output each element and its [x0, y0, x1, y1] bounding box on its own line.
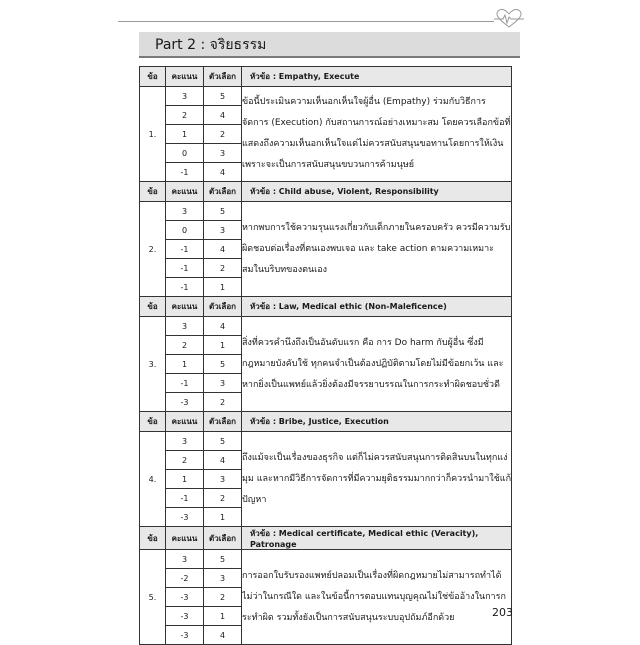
option-score: -3 — [166, 626, 204, 645]
scoring-table — [139, 66, 512, 645]
option-row — [140, 202, 512, 221]
option-choice: 4 — [204, 106, 242, 125]
option-score: 3 — [166, 550, 204, 569]
option-choice: 5 — [204, 432, 242, 451]
item-explanation: ถึงแม้จะเป็นเรื่องของธุรกิจ แต่ก็ไม่ควรสนับสนุนการติดสินบนในทุกแง่มุม และหากมีวิธีการจัดการที่มีความยุติธรรมมากกว่าก็ควรนำมาใช้แก้ปัญหา — [242, 432, 512, 527]
header-item: ข้อ — [140, 527, 166, 550]
option-choice: 4 — [204, 626, 242, 645]
option-choice: 2 — [204, 259, 242, 278]
option-score: -1 — [166, 489, 204, 508]
option-row — [140, 87, 512, 106]
option-score: 0 — [166, 221, 204, 240]
option-score: 3 — [166, 432, 204, 451]
option-choice: 3 — [204, 569, 242, 588]
option-choice: 4 — [204, 451, 242, 470]
option-score: -3 — [166, 607, 204, 626]
option-row — [140, 432, 512, 451]
section-topic: หัวข้อ : Bribe, Justice, Execution — [242, 412, 512, 432]
header-score: คะแนน — [166, 527, 204, 550]
option-choice: 3 — [204, 221, 242, 240]
option-score: 2 — [166, 451, 204, 470]
section-header-row — [140, 527, 512, 550]
header-rule — [118, 21, 494, 22]
page-number: 203 — [492, 606, 513, 619]
item-number: 5. — [140, 550, 166, 645]
header-item: ข้อ — [140, 412, 166, 432]
option-choice: 2 — [204, 489, 242, 508]
option-choice: 5 — [204, 202, 242, 221]
item-explanation: หากพบการใช้ความรุนแรงเกี่ยวกับเด็กภายในครอบครัว ควรมีความรับผิดชอบต่อเรื่องที่ตนเองพบเจอ และ take action ตามความเหมาะสมในบริบทของตนเอง — [242, 202, 512, 297]
option-choice: 1 — [204, 278, 242, 297]
option-choice: 2 — [204, 125, 242, 144]
header-item: ข้อ — [140, 182, 166, 202]
header-score: คะแนน — [166, 297, 204, 317]
option-choice: 4 — [204, 240, 242, 259]
option-score: -3 — [166, 393, 204, 412]
option-score: 2 — [166, 336, 204, 355]
item-explanation: ข้อนี้ประเมินความเห็นอกเห็นใจผู้อื่น (Empathy) ร่วมกับวิธีการจัดการ (Execution) กับสถานการณ์อย่างเหมาะสม โดยควรเลือกข้อที่แสดงถึงความเห็นอกเห็นใจแต่ไม่ควรสนับสนุนขอทานโดยการให้เงิน เพราะจะเป็นการสนับสนุนขบวนการค้ามนุษย์ — [242, 87, 512, 182]
item-explanation: การออกใบรับรองแพทย์ปลอมเป็นเรื่องที่ผิดกฎหมายไม่สามารถทำได้ไม่ว่าในกรณีใด และในข้อนี้การตอบแทนบุญคุณไม่ใช่ข้ออ้างในการกระทำผิด รวมทั้งยังเป็นการสนับสนุนระบบอุปถัมภ์อีกด้วย — [242, 550, 512, 645]
option-score: -3 — [166, 588, 204, 607]
header-choice: ตัวเลือก — [204, 527, 242, 550]
option-choice: 1 — [204, 336, 242, 355]
header-score: คะแนน — [166, 182, 204, 202]
option-choice: 3 — [204, 470, 242, 489]
header-choice: ตัวเลือก — [204, 182, 242, 202]
option-choice: 4 — [204, 163, 242, 182]
header-choice: ตัวเลือก — [204, 297, 242, 317]
option-score: 1 — [166, 125, 204, 144]
header-item: ข้อ — [140, 67, 166, 87]
option-choice: 3 — [204, 374, 242, 393]
option-score: -1 — [166, 163, 204, 182]
section-header-row — [140, 297, 512, 317]
option-score: 3 — [166, 202, 204, 221]
header-score: คะแนน — [166, 412, 204, 432]
option-score: 3 — [166, 317, 204, 336]
option-score: -1 — [166, 240, 204, 259]
section-topic: หัวข้อ : Law, Medical ethic (Non-Maleficence) — [242, 297, 512, 317]
option-score: 0 — [166, 144, 204, 163]
part-title: Part 2 : จริยธรรม — [139, 32, 520, 58]
option-choice: 1 — [204, 508, 242, 527]
item-number: 3. — [140, 317, 166, 412]
section-header-row — [140, 182, 512, 202]
option-row — [140, 317, 512, 336]
option-score: 2 — [166, 106, 204, 125]
option-score: 1 — [166, 470, 204, 489]
item-number: 1. — [140, 87, 166, 182]
option-choice: 2 — [204, 588, 242, 607]
item-explanation: สิ่งที่ควรคำนึงถึงเป็นอันดับแรก คือ การ Do harm กับผู้อื่น ซึ่งมีกฎหมายบังคับใช้ ทุกคนจำเป็นต้องปฏิบัติตามโดยไม่มีข้อยกเว้น และหากยิ่งเป็นแพทย์แล้วยิ่งต้องมีจรรยาบรรณในการกระทำผิดชอบชั่วดี — [242, 317, 512, 412]
section-header-row — [140, 412, 512, 432]
option-row — [140, 550, 512, 569]
header-score: คะแนน — [166, 67, 204, 87]
heartbeat-heart-icon — [494, 8, 524, 30]
option-choice: 2 — [204, 393, 242, 412]
option-choice: 1 — [204, 607, 242, 626]
option-choice: 4 — [204, 317, 242, 336]
header-choice: ตัวเลือก — [204, 412, 242, 432]
option-choice: 5 — [204, 355, 242, 374]
option-score: -3 — [166, 508, 204, 527]
option-choice: 3 — [204, 144, 242, 163]
header-choice: ตัวเลือก — [204, 67, 242, 87]
option-score: -2 — [166, 569, 204, 588]
section-header-row — [140, 67, 512, 87]
header-item: ข้อ — [140, 297, 166, 317]
option-choice: 5 — [204, 550, 242, 569]
option-score: -1 — [166, 278, 204, 297]
section-topic: หัวข้อ : Empathy, Execute — [242, 67, 512, 87]
option-score: -1 — [166, 374, 204, 393]
item-number: 4. — [140, 432, 166, 527]
option-score: -1 — [166, 259, 204, 278]
option-score: 3 — [166, 87, 204, 106]
section-topic: หัวข้อ : Child abuse, Violent, Responsibility — [242, 182, 512, 202]
item-number: 2. — [140, 202, 166, 297]
section-topic: หัวข้อ : Medical certificate, Medical ethic (Veracity), Patronage — [242, 527, 512, 550]
option-score: 1 — [166, 355, 204, 374]
option-choice: 5 — [204, 87, 242, 106]
